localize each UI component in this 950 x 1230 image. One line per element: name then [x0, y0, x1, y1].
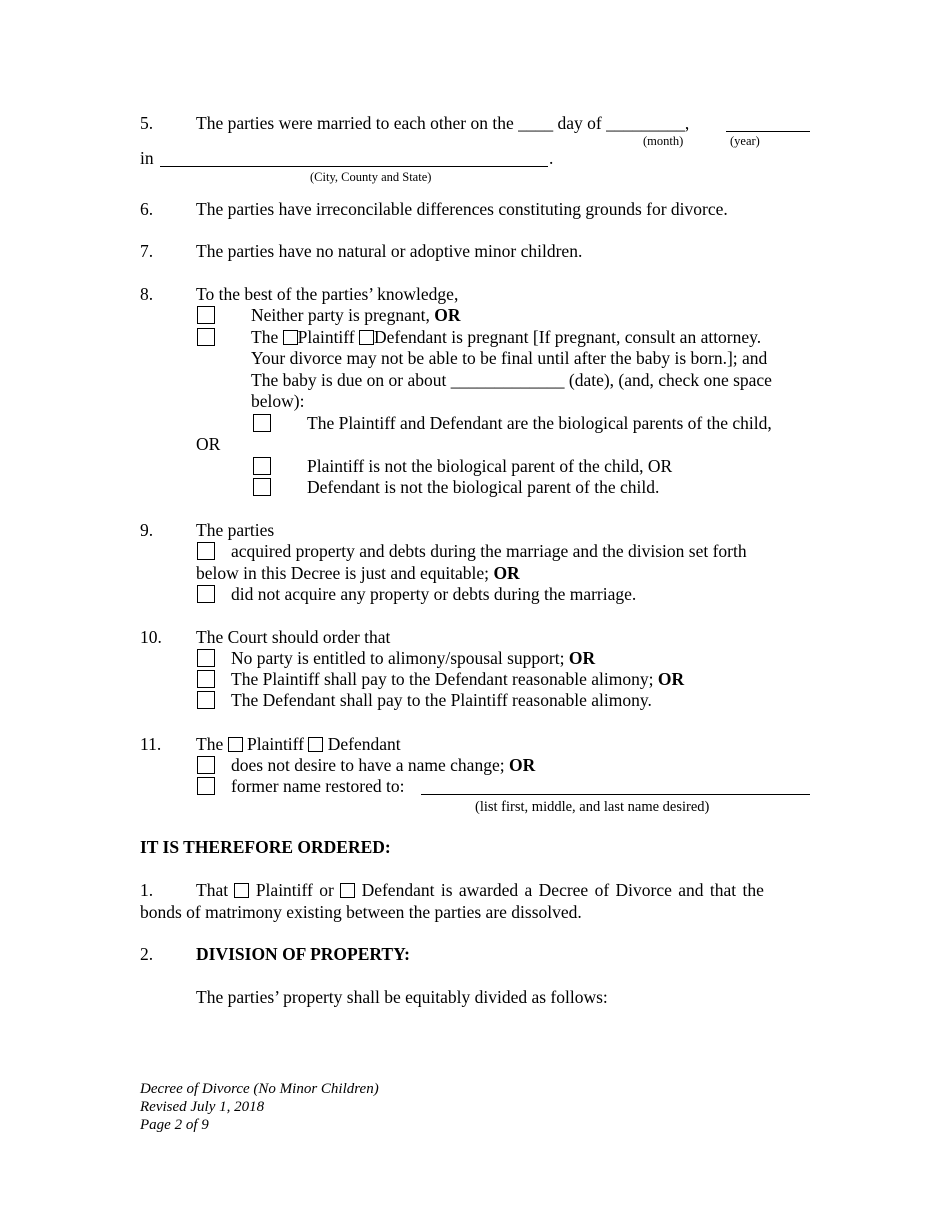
item-number: 8. [140, 284, 154, 304]
checkbox-no-name-change[interactable] [197, 756, 215, 774]
item10-opt1: No party is entitled to alimony/spousal support; OR [231, 648, 596, 668]
checkbox-not-pregnant[interactable] [197, 306, 215, 324]
item8-intro: To the best of the parties’ knowledge, [196, 284, 459, 304]
item-number: 5. [140, 113, 154, 133]
item6-text: The parties have irreconcilable differences constituting grounds for divorce. [196, 199, 728, 219]
item-number: 11. [140, 734, 162, 754]
checkbox-restore-name[interactable] [197, 777, 215, 795]
footer-title: Decree of Divorce (No Minor Children) [140, 1081, 379, 1097]
order1-text: That Plaintiff or Defendant is awarded a Decree of Divorce and that the [196, 880, 764, 900]
item8-opt2-line3: The baby is due on or about _____________ (date), (and, check one space [251, 370, 772, 390]
item8-opt2-line4: below): [251, 391, 305, 411]
item8-opt1: Neither party is pregnant, OR [251, 305, 461, 325]
item9-opt1-line1: acquired property and debts during the marriage and the division set forth [231, 541, 747, 561]
former-name-line[interactable] [421, 794, 810, 795]
item-number: 10. [140, 627, 162, 647]
item8-sub2: Plaintiff is not the biological parent of the child, OR [307, 456, 673, 476]
year-label: (year) [730, 134, 760, 148]
ordered-heading: IT IS THEREFORE ORDERED: [140, 837, 391, 857]
item11-opt1: does not desire to have a name change; OR [231, 755, 536, 775]
checkbox-name-defendant[interactable] [308, 737, 323, 752]
order1-line2: bonds of matrimony existing between the parties are dissolved. [140, 902, 582, 922]
item10-opt2: The Plaintiff shall pay to the Defendant reasonable alimony; OR [231, 669, 685, 689]
checkbox-pregnant[interactable] [197, 328, 215, 346]
order2-text: The parties’ property shall be equitably divided as follows: [196, 987, 608, 1007]
item-number: 1. [140, 880, 154, 900]
item10-opt3: The Defendant shall pay to the Plaintiff reasonable alimony. [231, 690, 652, 710]
place-blank-line[interactable] [160, 166, 548, 167]
item11-opt2: former name restored to: [231, 776, 405, 796]
year-blank-line[interactable] [726, 131, 810, 132]
item11-intro: The Plaintiff Defendant [196, 734, 401, 754]
checkbox-defendant-pays-alimony[interactable] [197, 691, 215, 709]
item-number: 2. [140, 944, 154, 964]
in-label: in [140, 148, 154, 168]
checkbox-defendant-not-parent[interactable] [253, 478, 271, 496]
item5-text: The parties were married to each other on the ____ day of _________, [196, 113, 690, 133]
item8-sub1: The Plaintiff and Defendant are the biological parents of the child, [307, 413, 772, 433]
item8-sub3: Defendant is not the biological parent of the child. [307, 477, 660, 497]
item9-opt2: did not acquire any property or debts during the marriage. [231, 584, 637, 604]
item9-opt1-line2: below in this Decree is just and equitable; OR [196, 563, 520, 583]
checkbox-acquired-property[interactable] [197, 542, 215, 560]
footer-revised: Revised July 1, 2018 [140, 1099, 265, 1115]
item-number: 6. [140, 199, 154, 219]
footer [140, 1080, 379, 1134]
period: . [549, 148, 554, 168]
item8-opt2-line2: Your divorce may not be able to be final until after the baby is born.]; and [251, 348, 768, 368]
order2-heading: DIVISION OF PROPERTY: [196, 944, 410, 964]
checkbox-awarded-plaintiff[interactable] [234, 883, 249, 898]
checkbox-name-plaintiff[interactable] [228, 737, 243, 752]
former-name-label: (list first, middle, and last name desired) [475, 799, 710, 815]
place-label: (City, County and State) [310, 170, 432, 184]
day-blank[interactable]: ____ [518, 113, 554, 133]
checkbox-both-parents[interactable] [253, 414, 271, 432]
month-label: (month) [643, 134, 684, 148]
item8-or: OR [196, 434, 221, 454]
item-number: 7. [140, 241, 154, 261]
checkbox-plaintiff-not-parent[interactable] [253, 457, 271, 475]
footer-page: Page 2 of 9 [140, 1117, 209, 1133]
checkbox-awarded-defendant[interactable] [340, 883, 355, 898]
checkbox-plaintiff-pays-alimony[interactable] [197, 670, 215, 688]
checkbox-pregnant-defendant[interactable] [359, 330, 374, 345]
item8-opt2: The Plaintiff Defendant is pregnant [If pregnant, consult an attorney. [251, 327, 762, 347]
checkbox-no-property[interactable] [197, 585, 215, 603]
item-number: 9. [140, 520, 154, 540]
checkbox-pregnant-plaintiff[interactable] [283, 330, 298, 345]
checkbox-no-alimony[interactable] [197, 649, 215, 667]
item10-intro: The Court should order that [196, 627, 391, 647]
item9-intro: The parties [196, 520, 275, 540]
item7-text: The parties have no natural or adoptive minor children. [196, 241, 583, 261]
month-blank[interactable]: _________ [606, 113, 685, 133]
